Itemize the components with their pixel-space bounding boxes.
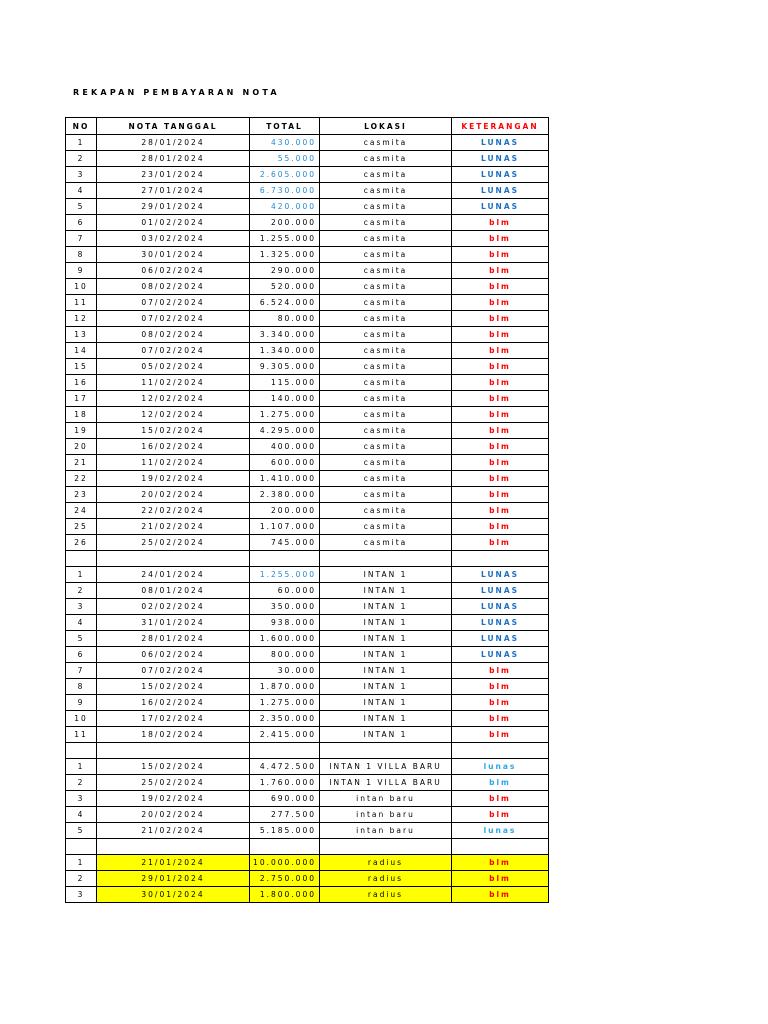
empty-cell <box>97 839 250 855</box>
cell-no: 3 <box>66 599 97 615</box>
table-row <box>66 199 549 215</box>
table-row <box>66 759 549 775</box>
cell-total: 938.000 <box>250 615 320 631</box>
cell-tanggal: 31/01/2024 <box>97 615 250 631</box>
cell-lokasi: INTAN 1 <box>320 695 452 711</box>
cell-tanggal: 21/01/2024 <box>97 855 250 871</box>
cell-tanggal: 07/02/2024 <box>97 295 250 311</box>
cell-total: 30.000 <box>250 663 320 679</box>
cell-no: 1 <box>66 759 97 775</box>
cell-tanggal: 06/02/2024 <box>97 263 250 279</box>
cell-keterangan: LUNAS <box>452 631 549 647</box>
table-row <box>66 343 549 359</box>
cell-tanggal: 12/02/2024 <box>97 407 250 423</box>
cell-tanggal: 30/01/2024 <box>97 247 250 263</box>
table-row <box>66 167 549 183</box>
table-row <box>66 583 549 599</box>
cell-total: 200.000 <box>250 503 320 519</box>
cell-no: 1 <box>66 855 97 871</box>
cell-total: 600.000 <box>250 455 320 471</box>
cell-keterangan: blm <box>452 535 549 551</box>
spacer-row <box>66 551 549 567</box>
cell-total: 1.870.000 <box>250 679 320 695</box>
header-lokasi: LOKASI <box>320 118 452 135</box>
cell-no: 2 <box>66 775 97 791</box>
cell-keterangan: lunas <box>452 823 549 839</box>
cell-keterangan: blm <box>452 471 549 487</box>
cell-keterangan: blm <box>452 855 549 871</box>
cell-keterangan: blm <box>452 295 549 311</box>
cell-no: 1 <box>66 567 97 583</box>
cell-tanggal: 30/01/2024 <box>97 887 250 903</box>
cell-keterangan: blm <box>452 871 549 887</box>
cell-keterangan: blm <box>452 455 549 471</box>
table-row <box>66 151 549 167</box>
cell-total: 60.000 <box>250 583 320 599</box>
cell-tanggal: 08/02/2024 <box>97 327 250 343</box>
cell-lokasi: casmita <box>320 311 452 327</box>
table-row <box>66 599 549 615</box>
cell-keterangan: blm <box>452 519 549 535</box>
table-row <box>66 183 549 199</box>
table-row <box>66 791 549 807</box>
cell-tanggal: 25/02/2024 <box>97 775 250 791</box>
cell-tanggal: 05/02/2024 <box>97 359 250 375</box>
cell-total: 80.000 <box>250 311 320 327</box>
cell-tanggal: 28/01/2024 <box>97 135 250 151</box>
table-row <box>66 679 549 695</box>
cell-no: 3 <box>66 167 97 183</box>
cell-lokasi: INTAN 1 <box>320 567 452 583</box>
cell-total: 6.524.000 <box>250 295 320 311</box>
cell-keterangan: blm <box>452 247 549 263</box>
cell-no: 21 <box>66 455 97 471</box>
empty-cell <box>452 551 549 567</box>
cell-lokasi: casmita <box>320 487 452 503</box>
table-row <box>66 503 549 519</box>
cell-tanggal: 25/02/2024 <box>97 535 250 551</box>
cell-total: 520.000 <box>250 279 320 295</box>
cell-no: 10 <box>66 279 97 295</box>
cell-total: 1.600.000 <box>250 631 320 647</box>
empty-cell <box>320 839 452 855</box>
table-row <box>66 871 549 887</box>
cell-no: 26 <box>66 535 97 551</box>
table-row <box>66 695 549 711</box>
cell-tanggal: 15/02/2024 <box>97 679 250 695</box>
empty-cell <box>250 551 320 567</box>
cell-keterangan: blm <box>452 327 549 343</box>
cell-tanggal: 21/02/2024 <box>97 823 250 839</box>
cell-no: 11 <box>66 295 97 311</box>
table-row <box>66 711 549 727</box>
cell-no: 8 <box>66 247 97 263</box>
cell-no: 12 <box>66 311 97 327</box>
cell-keterangan: LUNAS <box>452 615 549 631</box>
cell-lokasi: casmita <box>320 471 452 487</box>
cell-total: 430.000 <box>250 135 320 151</box>
cell-total: 1.800.000 <box>250 887 320 903</box>
cell-lokasi: casmita <box>320 295 452 311</box>
cell-lokasi: casmita <box>320 391 452 407</box>
payment-table <box>65 117 549 903</box>
cell-no: 17 <box>66 391 97 407</box>
cell-no: 19 <box>66 423 97 439</box>
cell-no: 20 <box>66 439 97 455</box>
table-row <box>66 215 549 231</box>
cell-total: 200.000 <box>250 215 320 231</box>
cell-lokasi: INTAN 1 VILLA BARU <box>320 759 452 775</box>
cell-lokasi: intan baru <box>320 823 452 839</box>
cell-keterangan: LUNAS <box>452 599 549 615</box>
cell-keterangan: LUNAS <box>452 183 549 199</box>
cell-no: 13 <box>66 327 97 343</box>
cell-keterangan: blm <box>452 423 549 439</box>
cell-lokasi: casmita <box>320 151 452 167</box>
empty-cell <box>66 551 97 567</box>
cell-total: 277.500 <box>250 807 320 823</box>
cell-keterangan: blm <box>452 263 549 279</box>
cell-total: 1.410.000 <box>250 471 320 487</box>
cell-no: 4 <box>66 807 97 823</box>
page-title: REKAPAN PEMBAYARAN NOTA <box>73 88 280 97</box>
empty-cell <box>66 839 97 855</box>
cell-total: 4.472.500 <box>250 759 320 775</box>
cell-keterangan: LUNAS <box>452 583 549 599</box>
cell-total: 1.255.000 <box>250 567 320 583</box>
cell-keterangan: blm <box>452 663 549 679</box>
cell-tanggal: 22/02/2024 <box>97 503 250 519</box>
cell-lokasi: casmita <box>320 423 452 439</box>
cell-no: 10 <box>66 711 97 727</box>
header-row <box>66 118 549 135</box>
cell-tanggal: 07/02/2024 <box>97 663 250 679</box>
cell-keterangan: LUNAS <box>452 567 549 583</box>
cell-tanggal: 02/02/2024 <box>97 599 250 615</box>
cell-total: 55.000 <box>250 151 320 167</box>
table-row <box>66 535 549 551</box>
cell-total: 2.750.000 <box>250 871 320 887</box>
table-row <box>66 279 549 295</box>
cell-total: 5.185.000 <box>250 823 320 839</box>
cell-lokasi: INTAN 1 VILLA BARU <box>320 775 452 791</box>
cell-lokasi: casmita <box>320 279 452 295</box>
cell-total: 115.000 <box>250 375 320 391</box>
cell-lokasi: casmita <box>320 263 452 279</box>
cell-tanggal: 20/02/2024 <box>97 487 250 503</box>
cell-keterangan: blm <box>452 487 549 503</box>
cell-lokasi: casmita <box>320 519 452 535</box>
cell-lokasi: casmita <box>320 407 452 423</box>
cell-tanggal: 07/02/2024 <box>97 311 250 327</box>
cell-keterangan: blm <box>452 887 549 903</box>
cell-total: 800.000 <box>250 647 320 663</box>
cell-tanggal: 29/01/2024 <box>97 199 250 215</box>
cell-total: 1.760.000 <box>250 775 320 791</box>
cell-tanggal: 24/01/2024 <box>97 567 250 583</box>
table-row <box>66 135 549 151</box>
cell-no: 18 <box>66 407 97 423</box>
cell-keterangan: LUNAS <box>452 151 549 167</box>
cell-no: 5 <box>66 199 97 215</box>
cell-keterangan: blm <box>452 695 549 711</box>
cell-keterangan: blm <box>452 279 549 295</box>
cell-tanggal: 08/01/2024 <box>97 583 250 599</box>
table-row <box>66 231 549 247</box>
cell-total: 140.000 <box>250 391 320 407</box>
cell-tanggal: 29/01/2024 <box>97 871 250 887</box>
cell-no: 25 <box>66 519 97 535</box>
table-row <box>66 775 549 791</box>
table-row <box>66 823 549 839</box>
cell-lokasi: INTAN 1 <box>320 711 452 727</box>
cell-total: 420.000 <box>250 199 320 215</box>
cell-no: 8 <box>66 679 97 695</box>
cell-total: 350.000 <box>250 599 320 615</box>
cell-lokasi: INTAN 1 <box>320 615 452 631</box>
cell-tanggal: 08/02/2024 <box>97 279 250 295</box>
cell-lokasi: casmita <box>320 327 452 343</box>
cell-tanggal: 18/02/2024 <box>97 727 250 743</box>
cell-total: 1.107.000 <box>250 519 320 535</box>
spacer-row <box>66 743 549 759</box>
cell-total: 3.340.000 <box>250 327 320 343</box>
cell-tanggal: 21/02/2024 <box>97 519 250 535</box>
cell-no: 14 <box>66 343 97 359</box>
cell-lokasi: casmita <box>320 343 452 359</box>
cell-tanggal: 23/01/2024 <box>97 167 250 183</box>
cell-total: 4.295.000 <box>250 423 320 439</box>
cell-total: 2.350.000 <box>250 711 320 727</box>
cell-lokasi: casmita <box>320 535 452 551</box>
table-row <box>66 311 549 327</box>
cell-tanggal: 15/02/2024 <box>97 423 250 439</box>
cell-keterangan: blm <box>452 375 549 391</box>
cell-no: 9 <box>66 695 97 711</box>
table-row <box>66 647 549 663</box>
cell-lokasi: casmita <box>320 247 452 263</box>
cell-no: 3 <box>66 791 97 807</box>
cell-total: 1.325.000 <box>250 247 320 263</box>
cell-lokasi: casmita <box>320 183 452 199</box>
table-row <box>66 807 549 823</box>
cell-lokasi: radius <box>320 871 452 887</box>
table-body <box>66 118 549 903</box>
cell-keterangan: lunas <box>452 759 549 775</box>
cell-keterangan: blm <box>452 807 549 823</box>
table-row <box>66 855 549 871</box>
cell-total: 2.380.000 <box>250 487 320 503</box>
cell-tanggal: 28/01/2024 <box>97 631 250 647</box>
empty-cell <box>66 743 97 759</box>
cell-no: 3 <box>66 887 97 903</box>
table-row <box>66 455 549 471</box>
cell-tanggal: 11/02/2024 <box>97 375 250 391</box>
cell-lokasi: casmita <box>320 455 452 471</box>
cell-lokasi: INTAN 1 <box>320 679 452 695</box>
cell-tanggal: 15/02/2024 <box>97 759 250 775</box>
cell-tanggal: 07/02/2024 <box>97 343 250 359</box>
cell-no: 15 <box>66 359 97 375</box>
cell-no: 5 <box>66 631 97 647</box>
cell-lokasi: INTAN 1 <box>320 727 452 743</box>
cell-keterangan: blm <box>452 775 549 791</box>
empty-cell <box>97 551 250 567</box>
table-row <box>66 487 549 503</box>
cell-no: 16 <box>66 375 97 391</box>
cell-tanggal: 01/02/2024 <box>97 215 250 231</box>
cell-no: 2 <box>66 583 97 599</box>
table-row <box>66 263 549 279</box>
cell-no: 22 <box>66 471 97 487</box>
cell-lokasi: casmita <box>320 439 452 455</box>
table-row <box>66 471 549 487</box>
cell-tanggal: 19/02/2024 <box>97 791 250 807</box>
cell-keterangan: LUNAS <box>452 647 549 663</box>
table-row <box>66 439 549 455</box>
table-row <box>66 423 549 439</box>
cell-no: 5 <box>66 823 97 839</box>
cell-lokasi: casmita <box>320 503 452 519</box>
cell-keterangan: blm <box>452 711 549 727</box>
table-row <box>66 727 549 743</box>
cell-lokasi: intan baru <box>320 791 452 807</box>
table-row <box>66 567 549 583</box>
cell-keterangan: blm <box>452 231 549 247</box>
cell-no: 4 <box>66 615 97 631</box>
cell-tanggal: 11/02/2024 <box>97 455 250 471</box>
cell-lokasi: casmita <box>320 135 452 151</box>
cell-no: 23 <box>66 487 97 503</box>
cell-no: 2 <box>66 151 97 167</box>
table-row <box>66 391 549 407</box>
cell-total: 6.730.000 <box>250 183 320 199</box>
cell-lokasi: intan baru <box>320 807 452 823</box>
table-row <box>66 631 549 647</box>
cell-lokasi: INTAN 1 <box>320 583 452 599</box>
cell-keterangan: LUNAS <box>452 135 549 151</box>
cell-lokasi: INTAN 1 <box>320 599 452 615</box>
cell-tanggal: 27/01/2024 <box>97 183 250 199</box>
cell-total: 1.340.000 <box>250 343 320 359</box>
cell-total: 290.000 <box>250 263 320 279</box>
cell-keterangan: blm <box>452 311 549 327</box>
cell-lokasi: INTAN 1 <box>320 631 452 647</box>
cell-keterangan: blm <box>452 215 549 231</box>
cell-tanggal: 19/02/2024 <box>97 471 250 487</box>
table-row <box>66 615 549 631</box>
table-row <box>66 375 549 391</box>
header-keterangan: KETERANGAN <box>452 118 549 135</box>
cell-keterangan: blm <box>452 503 549 519</box>
empty-cell <box>250 743 320 759</box>
cell-total: 1.255.000 <box>250 231 320 247</box>
empty-cell <box>320 743 452 759</box>
cell-tanggal: 17/02/2024 <box>97 711 250 727</box>
table-row <box>66 295 549 311</box>
table-row <box>66 327 549 343</box>
table-row <box>66 407 549 423</box>
cell-lokasi: casmita <box>320 199 452 215</box>
cell-lokasi: casmita <box>320 167 452 183</box>
cell-total: 1.275.000 <box>250 407 320 423</box>
cell-no: 4 <box>66 183 97 199</box>
cell-lokasi: casmita <box>320 375 452 391</box>
cell-no: 6 <box>66 647 97 663</box>
cell-total: 400.000 <box>250 439 320 455</box>
header-total: TOTAL <box>250 118 320 135</box>
cell-lokasi: radius <box>320 855 452 871</box>
cell-no: 1 <box>66 135 97 151</box>
cell-no: 7 <box>66 663 97 679</box>
empty-cell <box>97 743 250 759</box>
cell-total: 2.415.000 <box>250 727 320 743</box>
header-no: NO <box>66 118 97 135</box>
table-row <box>66 519 549 535</box>
table-row <box>66 247 549 263</box>
cell-lokasi: casmita <box>320 215 452 231</box>
cell-tanggal: 12/02/2024 <box>97 391 250 407</box>
table-row <box>66 887 549 903</box>
cell-keterangan: blm <box>452 679 549 695</box>
cell-tanggal: 28/01/2024 <box>97 151 250 167</box>
cell-lokasi: INTAN 1 <box>320 647 452 663</box>
cell-keterangan: blm <box>452 343 549 359</box>
cell-total: 2.605.000 <box>250 167 320 183</box>
cell-keterangan: blm <box>452 727 549 743</box>
cell-total: 745.000 <box>250 535 320 551</box>
spacer-row <box>66 839 549 855</box>
cell-total: 690.000 <box>250 791 320 807</box>
cell-tanggal: 03/02/2024 <box>97 231 250 247</box>
cell-lokasi: casmita <box>320 231 452 247</box>
cell-tanggal: 16/02/2024 <box>97 695 250 711</box>
cell-no: 24 <box>66 503 97 519</box>
cell-keterangan: blm <box>452 359 549 375</box>
cell-keterangan: LUNAS <box>452 199 549 215</box>
cell-no: 7 <box>66 231 97 247</box>
cell-no: 2 <box>66 871 97 887</box>
cell-total: 1.275.000 <box>250 695 320 711</box>
empty-cell <box>452 839 549 855</box>
cell-tanggal: 06/02/2024 <box>97 647 250 663</box>
empty-cell <box>250 839 320 855</box>
table-row <box>66 359 549 375</box>
cell-total: 10.000.000 <box>250 855 320 871</box>
header-tanggal: NOTA TANGGAL <box>97 118 250 135</box>
cell-lokasi: INTAN 1 <box>320 663 452 679</box>
cell-keterangan: blm <box>452 391 549 407</box>
cell-keterangan: blm <box>452 439 549 455</box>
cell-keterangan: blm <box>452 791 549 807</box>
cell-no: 6 <box>66 215 97 231</box>
cell-keterangan: blm <box>452 407 549 423</box>
cell-no: 9 <box>66 263 97 279</box>
cell-keterangan: LUNAS <box>452 167 549 183</box>
empty-cell <box>452 743 549 759</box>
cell-no: 11 <box>66 727 97 743</box>
table-row <box>66 663 549 679</box>
cell-tanggal: 20/02/2024 <box>97 807 250 823</box>
cell-tanggal: 16/02/2024 <box>97 439 250 455</box>
cell-total: 9.305.000 <box>250 359 320 375</box>
cell-lokasi: radius <box>320 887 452 903</box>
cell-lokasi: casmita <box>320 359 452 375</box>
empty-cell <box>320 551 452 567</box>
